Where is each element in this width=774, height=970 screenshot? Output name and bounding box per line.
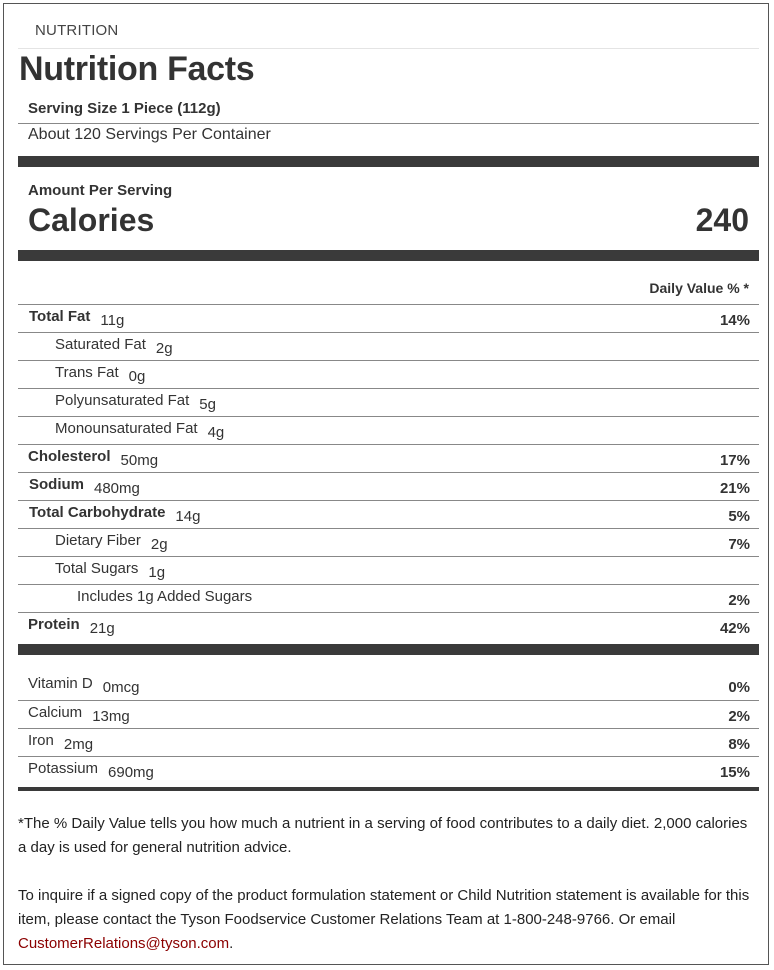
divider (18, 123, 759, 124)
amount-per-serving: Amount Per Serving (28, 182, 173, 199)
nutrient-row-polyunsaturated-fat (18, 388, 759, 416)
vitamin-daily-value: 8% (728, 736, 750, 753)
nutrition-facts-title: Nutrition Facts (19, 50, 255, 88)
nutrient-daily-value: 21% (719, 480, 750, 497)
nutrient-name: Sodium 480mg (29, 476, 140, 497)
thick-divider (18, 250, 759, 261)
nutrient-daily-value: 2% (728, 592, 750, 609)
nutrient-name: Total Carbohydrate 14g (29, 504, 201, 525)
nutrient-name: Saturated Fat 2g (55, 336, 173, 357)
nutrient-row-trans-fat (18, 360, 759, 388)
divider (18, 48, 759, 49)
calories-value: 240 (695, 202, 749, 238)
vitamin-name: Calcium 13mg (28, 704, 130, 725)
vitamin-daily-value: 15% (719, 764, 750, 781)
nutrient-name: Total Fat 11g (29, 308, 125, 329)
vitamin-row-vitamin-d (18, 672, 759, 700)
vitamin-row-potassium (18, 756, 759, 784)
nutrient-amount: 14g (175, 508, 201, 525)
email-link[interactable]: CustomerRelations@tyson.com (18, 935, 230, 952)
nutrient-amount: 50mg (120, 452, 159, 469)
vitamin-name: Potassium 690mg (28, 760, 154, 781)
vitamin-name: Vitamin D 0mcg (28, 675, 140, 696)
vitamin-amount: 2mg (63, 736, 94, 753)
nutrient-name: Polyunsaturated Fat 5g (55, 392, 216, 413)
nutrient-name: Protein 21g (28, 616, 115, 637)
vitamin-daily-value: 0% (728, 679, 750, 696)
daily-value-footnote: *The % Daily Value tells you how much a nutrient in a serving of food contributes to a daily diet. 2,000 calories a day is used for general nutrition advice. (18, 815, 748, 856)
nutrient-name: Includes 1g Added Sugars (77, 588, 253, 605)
nutrient-name: Dietary Fiber 2g (55, 532, 168, 553)
nutrient-row-total-carbohydrate (18, 500, 759, 528)
nutrient-amount: 5g (199, 396, 216, 413)
serving-size: Serving Size 1 Piece (112g) (28, 100, 221, 117)
nutrient-row-monounsaturated-fat (18, 416, 759, 444)
vitamin-name: Iron 2mg (28, 732, 94, 753)
daily-value-header: Daily Value % * (649, 280, 749, 296)
thick-divider (18, 156, 759, 167)
vitamin-row-iron (18, 728, 759, 756)
vitamin-amount: 0mcg (102, 679, 140, 696)
nutrient-daily-value: 42% (719, 620, 750, 637)
nutrient-row-cholesterol (18, 444, 759, 472)
nutrient-amount: 2g (150, 536, 168, 553)
servings-per-container: About 120 Servings Per Container (28, 126, 271, 143)
nutrient-amount: 2g (155, 340, 173, 357)
nutrient-row-sodium (18, 472, 759, 500)
vitamin-amount: 13mg (92, 708, 130, 725)
nutrient-row-total-sugars (18, 556, 759, 584)
inquiry-text: To inquire if a signed copy of the product formulation statement or Child Nutrition statement is available for this item, please contact the Tyson Foodservice Customer Relations Team at 1-800-248-9766. Or email CustomerRelations@tyson.com. (18, 887, 750, 952)
divider (18, 787, 759, 791)
nutrient-amount: 0g (128, 368, 146, 385)
nutrient-name: Trans Fat 0g (55, 364, 146, 385)
nutrient-amount: 11g (100, 312, 125, 329)
nutrient-amount: 480mg (94, 480, 140, 497)
nutrient-amount: 21g (89, 620, 115, 637)
nutrient-daily-value: 14% (719, 312, 750, 329)
nutrient-daily-value: 7% (728, 536, 750, 553)
section-label: NUTRITION (35, 22, 119, 39)
nutrient-amount: 4g (207, 424, 225, 441)
nutrient-amount: 1g (148, 564, 166, 581)
nutrient-name: Monounsaturated Fat 4g (55, 420, 225, 441)
thick-divider (18, 644, 759, 655)
vitamin-daily-value: 2% (728, 708, 750, 725)
nutrient-row-saturated-fat (18, 332, 759, 360)
nutrient-name: Total Sugars 1g (55, 560, 166, 581)
nutrient-row-dietary-fiber (18, 528, 759, 556)
calories-label: Calories (28, 202, 155, 238)
nutrient-row-added-sugars (18, 584, 759, 612)
vitamin-row-calcium (18, 700, 759, 728)
nutrient-daily-value: 5% (728, 508, 750, 525)
nutrient-row-protein (18, 612, 759, 640)
nutrient-row-total-fat (18, 304, 759, 332)
nutrient-name: Cholesterol 50mg (28, 448, 159, 469)
vitamin-amount: 690mg (108, 764, 154, 781)
nutrient-daily-value: 17% (719, 452, 750, 469)
